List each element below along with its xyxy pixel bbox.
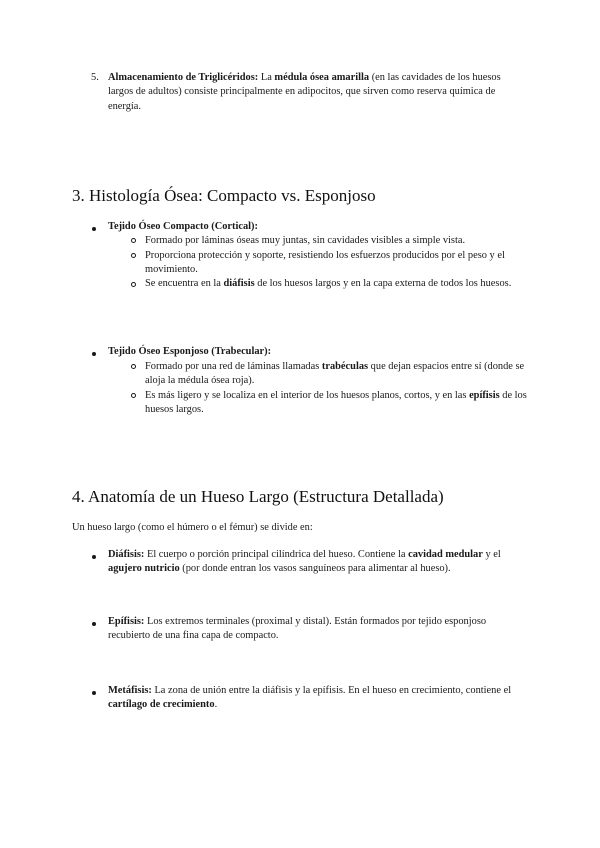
bold-term: diáfisis <box>223 278 255 289</box>
sub-item <box>145 360 525 389</box>
item-text: de los huesos largos. <box>145 390 527 416</box>
sub-bullet-icon <box>131 282 136 287</box>
list-number: 5. <box>91 72 99 83</box>
bold-term: médula ósea amarilla <box>274 72 370 83</box>
bold-term: cavidad medular <box>408 549 483 560</box>
item-text: Formado por una red de láminas llamadas <box>145 361 322 372</box>
sub-item: Proporciona protección y soporte, resistiendo los esfuerzos producidos por el peso y el movimiento. <box>145 250 505 276</box>
list-item-esponjoso <box>108 345 518 359</box>
item-label: Epífisis: <box>108 616 145 627</box>
item-text: El cuerpo o porción principal cilíndrica del hueso. Contiene la <box>144 549 409 560</box>
item-text: y el <box>482 549 501 560</box>
bullet-icon <box>92 555 96 559</box>
item-text: de los huesos largos y en la capa externa de todos los huesos. <box>254 278 512 289</box>
item-label: Tejido Óseo Esponjoso (Trabecular): <box>108 346 272 357</box>
item-text: Se encuentra en la <box>145 278 224 289</box>
bold-term: epífisis <box>469 390 500 401</box>
bullet-icon <box>92 691 96 695</box>
item-text: Es más ligero y se localiza en el interior de los huesos planos, cortos, y en las <box>145 390 470 401</box>
bold-term: agujero nutricio <box>108 563 180 575</box>
section-heading: 3. Histología Ósea: Compacto vs. Esponjoso <box>72 186 376 205</box>
item-text: La <box>258 72 275 83</box>
item-text: que dejan espacios entre sí (donde se aloja la médula ósea roja). <box>145 361 525 387</box>
sub-item <box>145 277 515 291</box>
item-label: Diáfisis: <box>108 549 145 560</box>
item-label: Metáfisis: <box>108 685 152 696</box>
list-item-compacto <box>108 220 518 234</box>
item-text: (por donde entran los vasos sanguíneos para alimentar al hueso). <box>179 563 451 575</box>
list-item-diafisis <box>108 548 523 577</box>
item-text: . <box>214 699 218 711</box>
sub-item <box>145 389 530 418</box>
sub-bullet-icon <box>131 238 136 243</box>
sub-bullet-icon <box>131 364 136 369</box>
item-label: Almacenamiento de Triglicéridos: <box>108 72 259 83</box>
list-item-trigliceridos <box>108 71 508 114</box>
bold-term: trabéculas <box>321 361 369 372</box>
item-label: Tejido Óseo Compacto (Cortical): <box>108 221 258 232</box>
item-text: (en las cavidades de los huesos largos de adultos) consiste principalmente en adipocitos, que sirven como reserva química de energía. <box>108 72 501 112</box>
sub-bullet-icon <box>131 393 136 398</box>
bold-term: cartílago de crecimiento <box>108 699 215 711</box>
sub-item: Formado por láminas óseas muy juntas, sin cavidades visibles a simple vista. <box>145 235 466 246</box>
item-text: Los extremos terminales (proximal y distal). Están formados por tejido esponjoso recubierto de una fina capa de compacto. <box>108 616 487 642</box>
list-item-metafisis <box>108 684 518 713</box>
intro-paragraph: Un hueso largo (como el húmero o el fémur) se divide en: <box>72 522 313 533</box>
bullet-icon <box>92 622 96 626</box>
bullet-icon <box>92 352 96 356</box>
section-heading: 4. Anatomía de un Hueso Largo (Estructura Detallada) <box>72 487 444 506</box>
bullet-icon <box>92 227 96 231</box>
list-item-epifisis <box>108 615 518 644</box>
sub-bullet-icon <box>131 253 136 258</box>
item-text: La zona de unión entre la diáfisis y la epífisis. En el hueso en crecimiento, contiene el <box>151 685 512 696</box>
